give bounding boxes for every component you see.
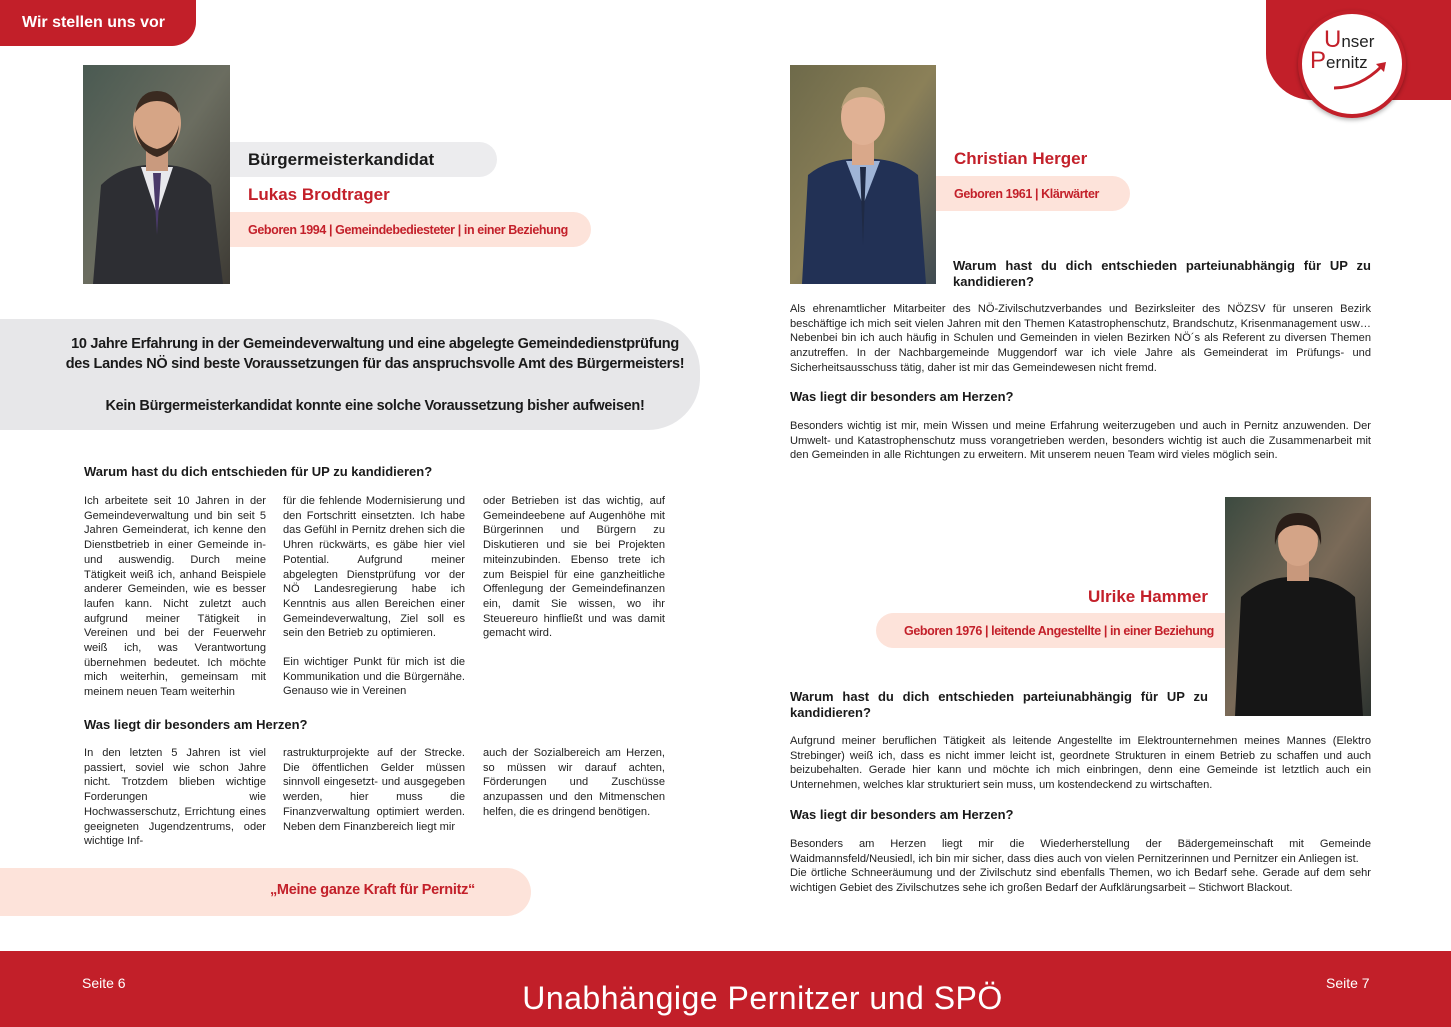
answer-paragraph: für die fehlende Modernisierung und den Fortschritt einsetzten. Ich habe das Gefühl in Pernitz drehen sich die Uhren rückwärts, es gäbe hier viel Potential. Aufgrund meiner abgelegten Dienstprüfung vor der NÖ Landesregierung habe ich Kenntnis aus allen Bereichen einer Gemeindeverwaltung, Ziel soll es sein den Betrieb zu optimieren.	[283, 495, 465, 640]
answer-paragraph: Als ehrenamtlicher Mitarbeiter des NÖ-Zivilschutzverbandes und Bezirksleiter des NÖZSV für unseren Bezirk beschäftige ich mich seit vielen Jahren mit den Themen Katastrophenschutz, Brandschutz, Krisenmanagement usw… Nebenbei bin ich auch häufig in Schulen und Gemeinden in vielen Bezirken NÖ´s als Referent zu diversen Themen anzutreffen. In der Nachbargemeinde Muggendorf war ich viele Jahre als Gemeinderat im Prüfungs- und Sicherheitsausschuss tätig, daher ist mir das Gemeindewesen nicht fremd.	[790, 303, 1371, 374]
footer-title: Unabhängige Pernitzer und SPÖ	[522, 980, 1003, 1016]
intro-statement	[60, 334, 690, 416]
intro-line-1: 10 Jahre Erfahrung in der Gemeindeverwaltung und eine abgelegte Gemeindedienstprüfung	[71, 336, 679, 352]
answer-paragraph: Ein wichtiger Punkt für mich ist die Kommunikation und die Bürgernähe. Genauso wie in Vereinen	[283, 656, 465, 698]
question-heading: Warum hast du dich entschieden parteiunabhängig für UP zu kandidieren?	[790, 689, 1208, 720]
answer-column-2: rastrukturprojekte auf der Strecke. Die öffentlichen Gelder müssen sinnvoll eingesetzt- und ausgegeben werden, hier muss die Finanzverwaltung optimiert werden. Neben dem Finanzbereich liegt mir	[283, 747, 465, 833]
candidate-info-christian: Geboren 1961 | Klärwärter	[954, 187, 1099, 201]
page-number-left: Seite 6	[82, 975, 126, 991]
question-heading: Was liegt dir besonders am Herzen?	[790, 389, 1014, 404]
intro-line-2: des Landes NÖ sind beste Voraussetzungen für das anspruchsvolle Amt des Bürgermeisters!	[65, 356, 685, 372]
logo-line-2: Pernitz	[1310, 47, 1368, 74]
question-heading: Was liegt dir besonders am Herzen?	[84, 717, 308, 732]
answer-paragraph: Die örtliche Schneeräumung und der Zivilschutz sind ebenfalls Themen, wo ich Bedarf sehe. Gerade auf dem sehr wichtigen Gebiet des Zivilschutzes sehe ich großen Bedarf der Aufklärungsarbeit – Stichwort Blackout.	[790, 867, 1371, 895]
answer-block	[790, 837, 1371, 896]
candidate-name-ulrike: Ulrike Hammer	[1087, 587, 1208, 606]
candidate-name-lukas: Lukas Brodtrager	[248, 185, 390, 204]
answer-paragraph: Besonders wichtig ist mir, mein Wissen und meine Erfahrung weiterzugeben und auch in Pernitz anzuwenden. Der Umwelt- und Katastrophenschutz muss vorangetrieben werden, besonders wichtig ist auch die Zusammenarbeit mit den Gemeinden in alle Richtungen zu erweitern. Mit unserem neuen Team wird vieles möglich sein.	[790, 420, 1371, 462]
candidate-info-ulrike: Geboren 1976 | leitende Angestellte | in einer Beziehung	[904, 624, 1214, 638]
candidate-photo-ulrike	[1225, 497, 1371, 716]
role-title: Bürgermeisterkandidat	[248, 150, 435, 169]
quote-text: „Meine ganze Kraft für Pernitz“	[269, 882, 475, 898]
answer-column-1: Ich arbeitete seit 10 Jahren in der Gemeindeverwaltung und bin seit 5 Jahren Gemeinderat, ich kenne den Dienstbetrieb in einer Gemeinde in- und auswendig. Durch meine Tätigkeit weiß ich, anhand Beispiele anderer Gemeinden, wie es besser laufen kann. Nicht zuletzt auch aufgrund meiner Tätigkeit in Vereinen und bei der Feuerwehr weiß ich, was Verantwortung übernehmen bedeutet. Ich möchte mich weiterhin, gemeinsam mit meinem neuen Team weiterhin	[84, 495, 266, 699]
question-heading: Warum hast du dich entschieden für UP zu kandidieren?	[84, 464, 433, 479]
question-heading: Warum hast du dich entschieden parteiunabhängig für UP zu kandidieren?	[953, 258, 1371, 289]
candidate-photo-lukas	[83, 65, 230, 284]
answer-column-1: In den letzten 5 Jahren ist viel passiert, soviel wie schon Jahre nicht. Trotzdem blieben wichtige Forderungen wie Hochwasserschutz, Errichtung eines geeigneten Jugendzentrums, oder wichtige Inf-	[84, 747, 266, 848]
answer-paragraph: Besonders am Herzen liegt mir die Wiederherstellung der Bädergemeinschaft mit Gemeinde Waidmannsfeld/Neusiedl, ich bin mir sicher, dass dies auch von vielen Pernitzerinnen und Pernitzer ein Anliegen ist.	[790, 838, 1371, 865]
intro-line-3: Kein Bürgermeisterkandidat konnte eine solche Voraussetzung bisher aufweisen!	[105, 398, 645, 414]
candidate-info-lukas: Geboren 1994 | Gemeindebediesteter | in einer Beziehung	[248, 223, 568, 237]
answer-column-3: oder Betrieben ist das wichtig, auf Gemeindeebene auf Augenhöhe mit Bürgerinnen und Bürgern zu Diskutieren und sie bei Projekten miteinzubinden. Ebenso trete ich zum Beispiel für eine ganzheitliche Offenlegung der Gemeindefinanzen ein, damit Sie wissen, wo ihr Steuereuro hinfließt und was damit gemacht wird.	[483, 495, 665, 640]
logo-line-1: Unser	[1324, 26, 1375, 53]
candidate-name-christian: Christian Herger	[954, 149, 1088, 168]
page-number-right: Seite 7	[1326, 975, 1370, 991]
section-tab: Wir stellen uns vor	[0, 0, 196, 46]
logo-arrow-icon	[1330, 58, 1392, 92]
question-heading: Was liegt dir besonders am Herzen?	[790, 807, 1014, 822]
answer-column-2	[283, 494, 465, 699]
answer-column-3: auch der Sozialbereich am Herzen, so müssen wir darauf achten, Förderungen und Zuschüsse anzupassen und den Mitmenschen helfen, die es dringend benötigen.	[483, 747, 665, 818]
answer-paragraph: Aufgrund meiner beruflichen Tätigkeit als leitende Angestellte im Elektrounternehmen meines Mannes (Elektro Strebinger) weiß ich, dass es nicht immer leicht ist, geordnete Strukturen in einem Betrieb zu schaffen und auch beizubehalten. Gerade hier kann und möchte ich mich einbringen, denn eine Gemeinde ist letztlich auch ein Unternehmen, welches klar strukturiert sein muss, um kostendeckend zu wirtschaften.	[790, 735, 1371, 792]
candidate-photo-christian	[790, 65, 936, 284]
